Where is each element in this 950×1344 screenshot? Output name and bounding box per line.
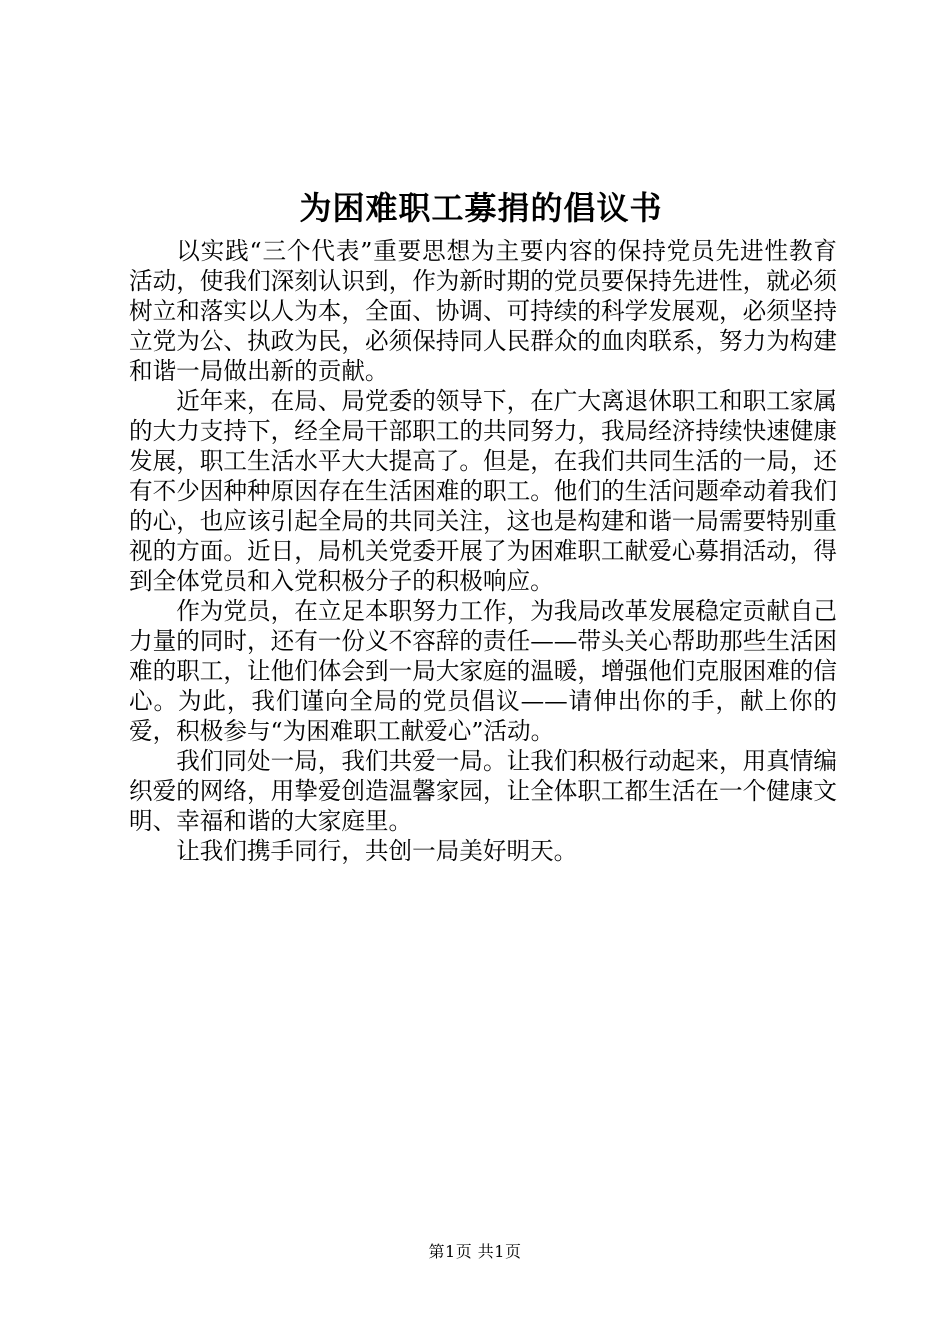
- paragraph: 我们同处一局，我们共爱一局。让我们积极行动起来，用真情编织爱的网络，用挚爱创造温馨家园，让全体职工都生活在一个健康文明、幸福和谐的大家庭里。: [129, 747, 837, 835]
- document-title: 为困难职工募捐的倡议书: [299, 189, 663, 227]
- paragraph: 以实践“三个代表”重要思想为主要内容的保持党员先进性教育活动，使我们深刻认识到，作为新时期的党员要保持先进性，就必须树立和落实以人为本，全面、协调、可持续的科学发展观，必须坚持立党为公、执政为民，必须保持同人民群众的血肉联系，努力为构建和谐一局做出新的贡献。: [129, 237, 837, 385]
- paragraph: 近年来，在局、局党委的领导下，在广大离退休职工和职工家属的大力支持下，经全局干部职工的共同努力，我局经济持续快速健康发展，职工生活水平大大提高了。但是，在我们共同生活的一局，还有不少因种种原因存在生活困难的职工。他们的生活问题牵动着我们的心，也应该引起全局的共同关注，这也是构建和谐一局需要特别重视的方面。近日，局机关党委开展了为困难职工献爱心募捐活动，得到全体党员和入党积极分子的积极响应。: [129, 387, 837, 595]
- paragraph: 让我们携手同行，共创一局美好明天。: [176, 837, 578, 865]
- paragraph: 作为党员，在立足本职努力工作，为我局改革发展稳定贡献自己力量的同时，还有一份义不容辞的责任——带头关心帮助那些生活困难的职工，让他们体会到一局大家庭的温暖，增强他们克服困难的信心。为此，我们谨向全局的党员倡议——请伸出你的手，献上你的爱，积极参与“为困难职工献爱心”活动。: [129, 597, 837, 745]
- page-footer: 第1页 共1页: [428, 1242, 522, 1261]
- document-body: [129, 236, 837, 866]
